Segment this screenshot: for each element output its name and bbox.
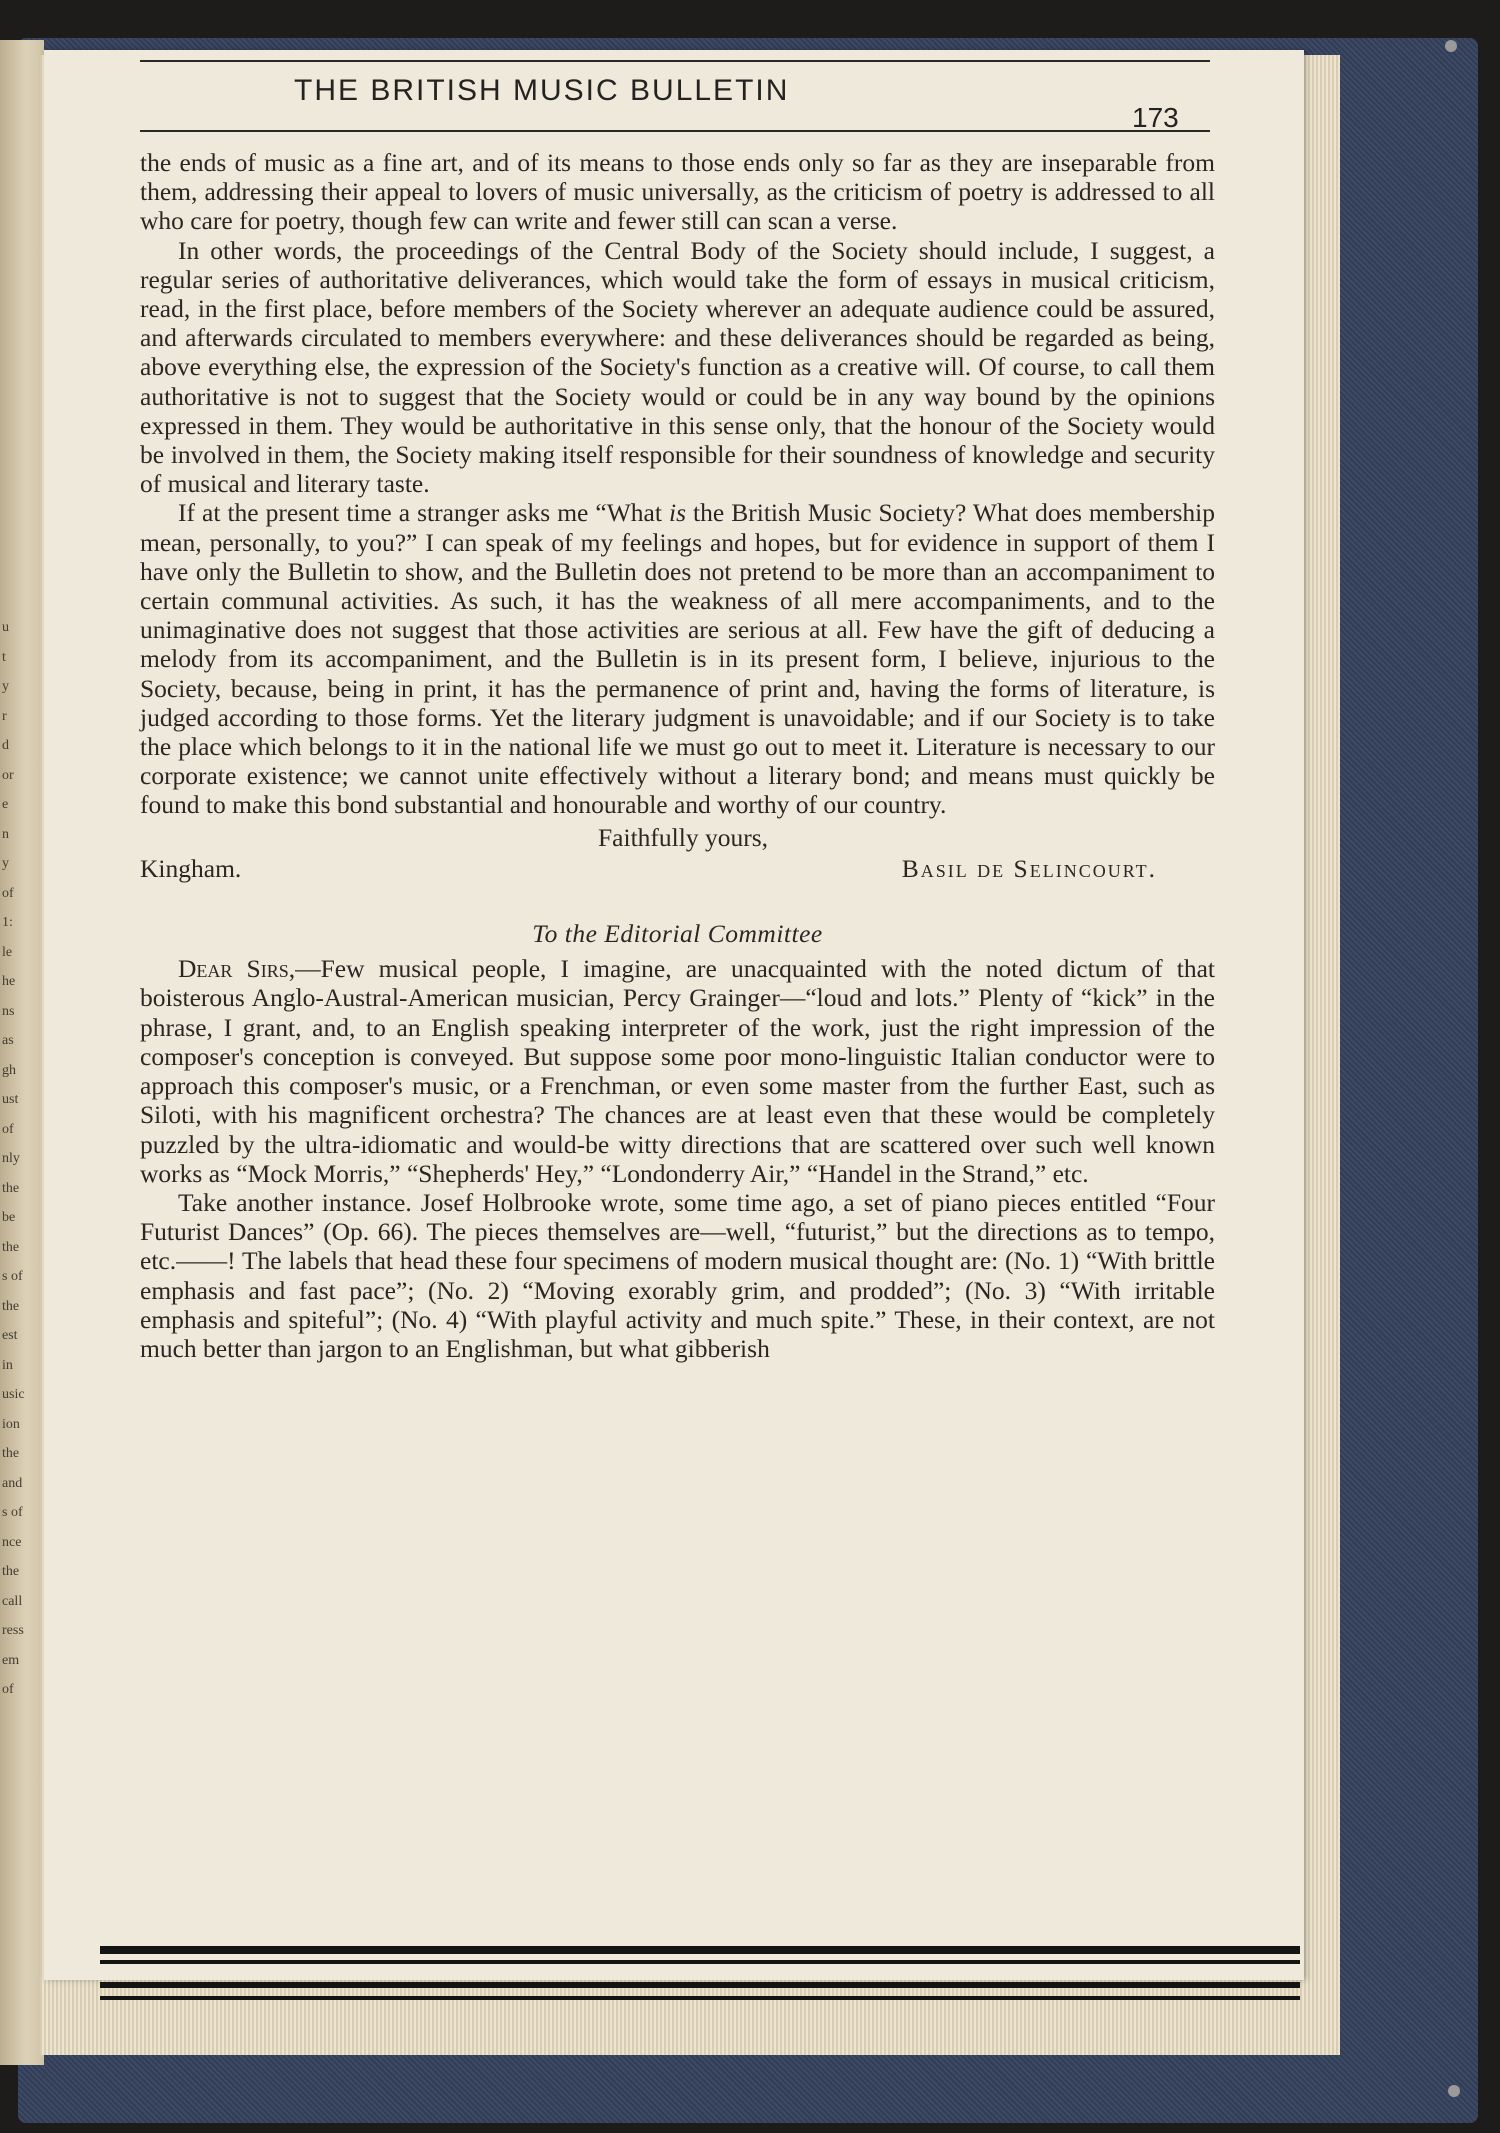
facing-page-fragment: em	[2, 1652, 20, 1668]
facing-page-fragment: ion	[2, 1416, 20, 1432]
cover-corner-tl	[1445, 40, 1457, 52]
facing-page-fragment: usic	[2, 1387, 25, 1402]
facing-page-fragment: or	[2, 767, 14, 783]
facing-page-edge	[0, 40, 44, 2065]
facing-page-fragment: gh	[2, 1062, 16, 1078]
letter1-closing: Faithfully yours,	[598, 822, 768, 852]
printed-border-band	[100, 1946, 1300, 2026]
facing-page-fragment: u	[2, 620, 9, 635]
facing-page-fragment: y	[2, 679, 9, 694]
page-body	[140, 148, 1215, 1363]
facing-page-fragment: s of	[2, 1269, 23, 1284]
book-page	[44, 50, 1304, 1980]
facing-page-fragment: e	[2, 797, 9, 812]
facing-page-fragment: he	[2, 974, 16, 989]
letter2-paragraph-1	[140, 954, 1215, 1188]
letter1-place: Kingham.	[140, 853, 242, 883]
signature-row	[140, 854, 1215, 883]
facing-page-fragment: nly	[2, 1151, 20, 1166]
band-line-2	[100, 1960, 1300, 1964]
letter1-paragraph-2: In other words, the proceedings of the Central Body of the Society should include, I suggest, a regular series of authoritative deliverances, which would take the form of essays in musical criticism, read, in the first place, before members of the Society wherever an adequate audience could be assured, and afterwards circulated to members everywhere: and these deliverances should be regarded as being, above everything else, the expression of the Society's function as a creative will. Of course, to call them authoritative is not to suggest that the Society would or could be in any way bound by the opinions expressed in them. They would be authoritative in this sense only, that the honour of the Society would be involved in them, the Society making itself responsible for their soundness of knowledge and security of musical and literary taste.	[140, 235, 1215, 499]
facing-page-fragment: the	[2, 1564, 20, 1579]
header-rule-bottom	[140, 130, 1210, 132]
facing-page-fragment: and	[2, 1475, 23, 1491]
cover-corner-br	[1448, 2085, 1460, 2097]
facing-page-fragment: ust	[2, 1092, 19, 1107]
facing-page-fragment: est	[2, 1328, 18, 1343]
running-title: THE BRITISH MUSIC BULLETIN	[294, 74, 790, 107]
facing-page-fragment: call	[2, 1593, 23, 1609]
facing-page-fragment: of	[2, 1121, 14, 1137]
facing-page-fragment: of	[2, 1682, 14, 1697]
facing-page-fragment: d	[2, 738, 9, 753]
letter2-heading: To the Editorial Committee	[532, 919, 823, 949]
letter1-paragraph-3	[140, 498, 1215, 819]
letter2-p1-text: —Few musical people, I imagine, are unacquainted with the noted dictum of that boisterous Anglo-Austral-American musician, Percy Grainger—“loud and lots.” Plenty of “kick” in the phrase, I grant, and, to an English speaking interpreter of the work, just the right impression of the composer's conception is conveyed. But suppose some poor mono-linguistic Italian conductor were to approach this composer's music, or a Frenchman, or even some master from the further East, such as Siloti, with his magnificent orchestra? The chances are at least even that these would be completely puzzled by the ultra-idiomatic and would-be witty directions that are scattered over such well known works as “Mock Morris,” “Shepherds' Hey,” “Londonderry Air,” “Handel in the Strand,” etc.	[140, 954, 1215, 1188]
facing-page-fragment: s of	[2, 1505, 23, 1520]
facing-page-fragment: the	[2, 1446, 20, 1461]
facing-page-fragment: n	[2, 826, 9, 842]
facing-page-fragment: 1:	[2, 915, 13, 930]
facing-page-fragment: the	[2, 1239, 20, 1255]
letter1-signature: Basil de Selincourt.	[901, 853, 1157, 883]
facing-page-fragment: ns	[2, 1003, 15, 1019]
p3-text-a: If at the present time a stranger asks me “What	[178, 498, 669, 528]
letter2-salutation: Dear Sirs,	[178, 954, 296, 984]
facing-page-fragment: r	[2, 708, 7, 724]
letter1-paragraph-1: the ends of music as a fine art, and of its means to those ends only so far as they are inseparable from them, addressing their appeal to lovers of music universally, as the criticism of poetry is addressed to all who care for poetry, though few can write and fewer still can scan a verse.	[140, 148, 1215, 236]
band-line-4	[100, 1996, 1300, 2000]
p3-text-b: the British Music Society? What does membership mean, personally, to you?” I can speak of my feelings and hopes, but for evidence in support of them I have only the Bulletin to show, and the Bulletin does not pretend to be more than an accompaniment to certain communal activities. As such, it has the weakness of all mere accompaniments, and to the unimaginative does not suggest that those activities are serious at all. Few have the gift of deducing a melody from its accompaniment, and the Bulletin is in its present form, I believe, injurious to the Society, because, being in print, it has the permanence of print and, having the forms of literature, is judged according to those forms. Yet the literary judgment is unavoidable; and if our Society is to take the place which belongs to it in the national life we must go out to meet it. Literature is necessary to our corporate existence; we cannot unite effectively without a literary bond; and means must quickly be found to make this bond substantial and honourable and worthy of our country.	[140, 498, 1215, 820]
facing-page-fragment: nce	[2, 1534, 22, 1550]
letter2-paragraph-2: Take another instance. Josef Holbrooke wrote, some time ago, a set of piano pieces entitled “Four Futurist Dances” (Op. 66). The pieces themselves are—well, “futurist,” but the directions as to tempo, etc.——! The labels that head these four specimens of modern musical thought are: (No. 1) “With brittle emphasis and fast pace”; (No. 2) “Moving exorably grim, and prodded”; (No. 3) “With irritable emphasis and spiteful”; (No. 4) “With playful activity and much spite.” These, in their context, are not much better than jargon to an Englishman, but what gibberish	[140, 1187, 1215, 1363]
band-line-3	[100, 1982, 1300, 1988]
facing-page-fragment: the	[2, 1180, 20, 1196]
facing-page-fragment: in	[2, 1357, 13, 1373]
header-rule-top	[140, 60, 1210, 62]
facing-page-fragment: t	[2, 649, 6, 665]
facing-page-fragment: be	[2, 1210, 16, 1225]
facing-page-fragment: the	[2, 1298, 20, 1314]
facing-page-fragment: ress	[2, 1623, 24, 1638]
band-line-1	[100, 1946, 1300, 1954]
page-number: 173	[1132, 102, 1179, 133]
facing-page-fragment: of	[2, 885, 14, 901]
facing-page-fragment: y	[2, 856, 9, 871]
facing-page-fragment: as	[2, 1033, 14, 1048]
p3-emphasis: is	[668, 498, 686, 528]
facing-page-fragment: le	[2, 944, 13, 960]
